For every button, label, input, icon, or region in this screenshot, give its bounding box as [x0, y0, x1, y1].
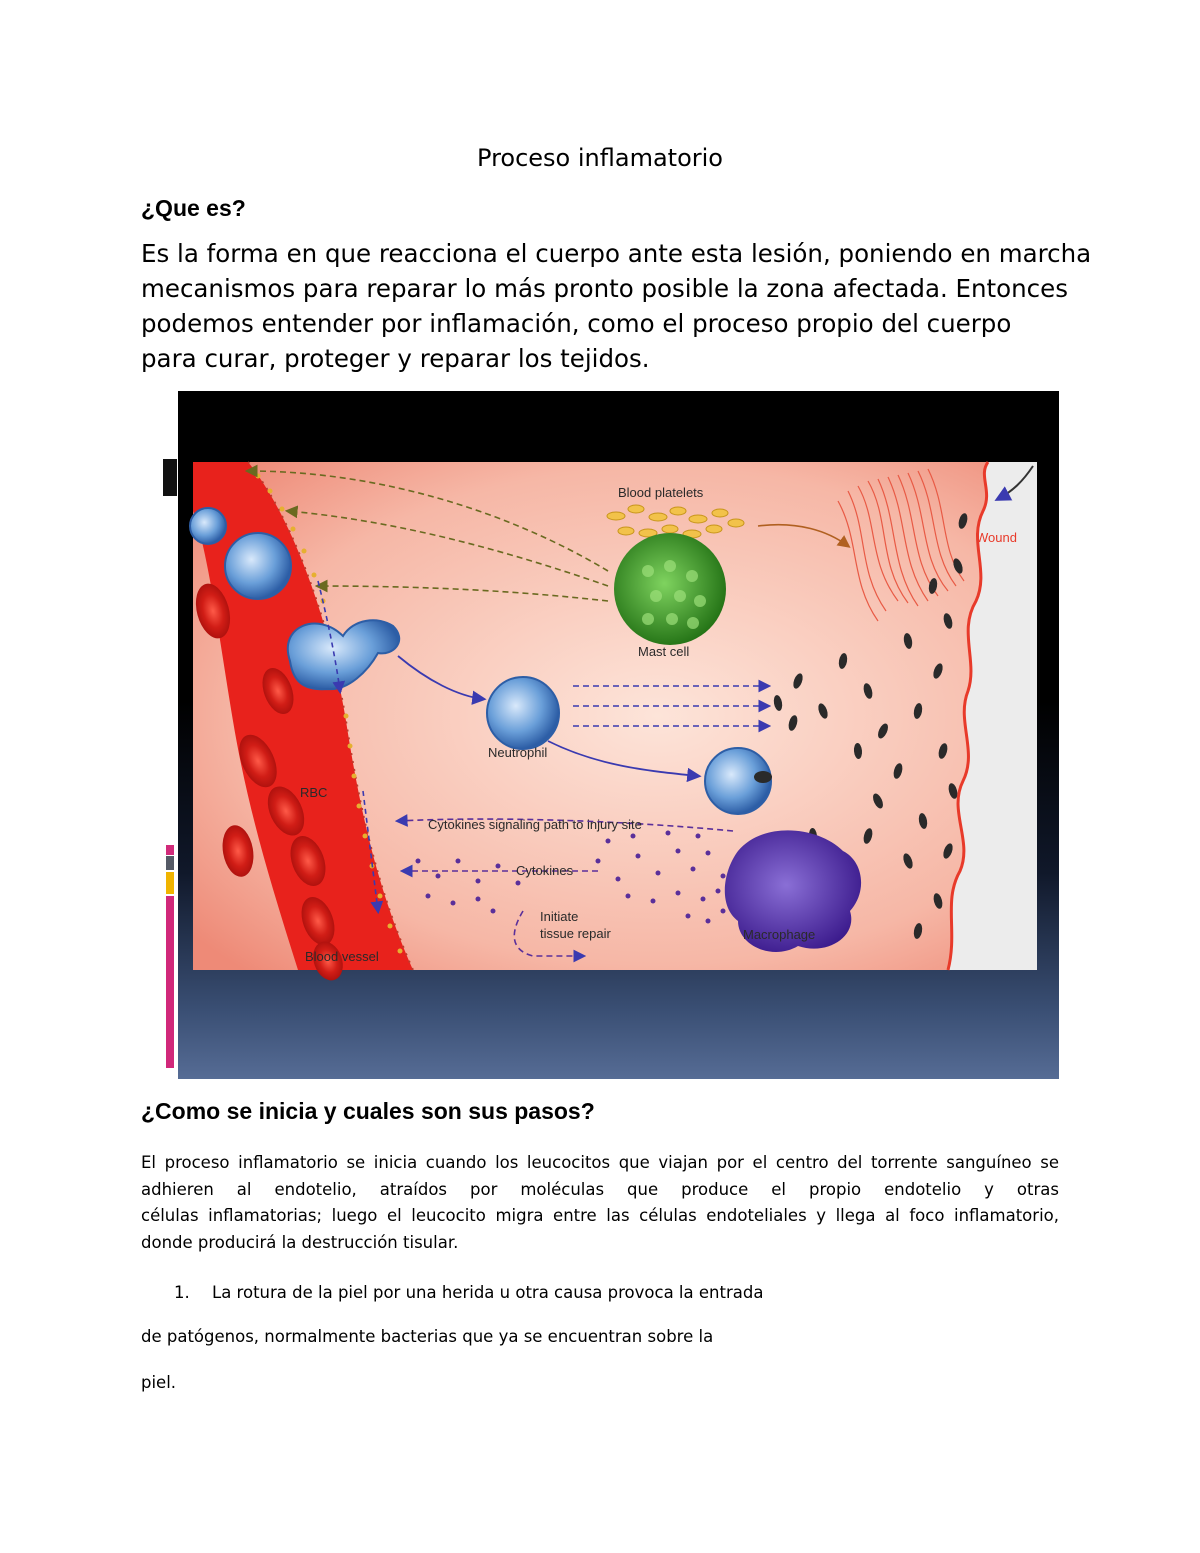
label-blood-platelets: Blood platelets	[618, 485, 704, 500]
page-title: Proceso inflamatorio	[477, 144, 723, 172]
continuation-line-end: piel.	[141, 1373, 177, 1392]
slide-edge-black-bar	[163, 459, 177, 496]
inflammation-figure	[178, 391, 1059, 1079]
continuation-line: de patógenos, normalmente bacterias que ya se encuentran sobre la	[141, 1327, 714, 1346]
neutrophil-cell	[487, 677, 559, 749]
intro-line: podemos entender por inflamación, como el proceso propio del cuerpo	[141, 309, 1012, 338]
label-macrophage: Macrophage	[743, 927, 816, 942]
paragraph-line: donde producirá la destrucción tisular.	[141, 1232, 459, 1252]
mast-cell	[614, 533, 726, 645]
label-cytokines-path: Cytokines signaling path to injury site	[428, 817, 642, 832]
inflammation-diagram	[178, 391, 1059, 1079]
intro-line: para curar, proteger y reparar los tejidos.	[141, 344, 650, 373]
section-heading-como-se-inicia: ¿Como se inicia y cuales son sus pasos?	[141, 1098, 595, 1124]
intro-line: Es la forma en que reacciona el cuerpo ante esta lesión, poniendo en marcha	[141, 239, 1092, 268]
slide-edge-magenta-bar	[166, 896, 174, 1068]
label-mast-cell: Mast cell	[638, 644, 690, 659]
label-tissue-repair: tissue repair	[540, 926, 611, 941]
label-initiate: Initiate	[540, 909, 579, 924]
list-item-number: 1.	[174, 1283, 190, 1302]
slide-edge-pink-bar	[166, 845, 174, 855]
section-heading-que-es: ¿Que es?	[141, 195, 246, 221]
list-item-text: La rotura de la piel por una herida u otra causa provoca la entrada	[212, 1283, 764, 1302]
label-neutrophil: Neutrophil	[488, 745, 548, 760]
intro-line: mecanismos para reparar lo más pronto posible la zona afectada. Entonces	[141, 274, 1068, 303]
body-paragraph	[141, 1150, 1059, 1256]
slide-edge-yellow-bar	[166, 872, 174, 894]
intro-paragraph	[141, 236, 1092, 376]
label-cytokines: Cytokines	[516, 863, 574, 878]
paragraph-line: El proceso inflamatorio se inicia cuando los leucocitos que viajan por el centro del torrente sanguíneo se	[141, 1153, 1059, 1172]
label-rbc: RBC	[300, 785, 328, 800]
label-wound: Wound	[976, 530, 1017, 545]
slide-edge-gray-bar	[166, 856, 174, 870]
paragraph-line: adhieren al endotelio, atraídos por moléculas que produce el propio endotelio y otras	[141, 1179, 1059, 1199]
paragraph-line: células inflamatorias; luego el leucocito migra entre las células endoteliales y llega al foco inflamatorio,	[141, 1206, 1059, 1225]
label-blood-vessel: Blood vessel	[305, 949, 379, 964]
